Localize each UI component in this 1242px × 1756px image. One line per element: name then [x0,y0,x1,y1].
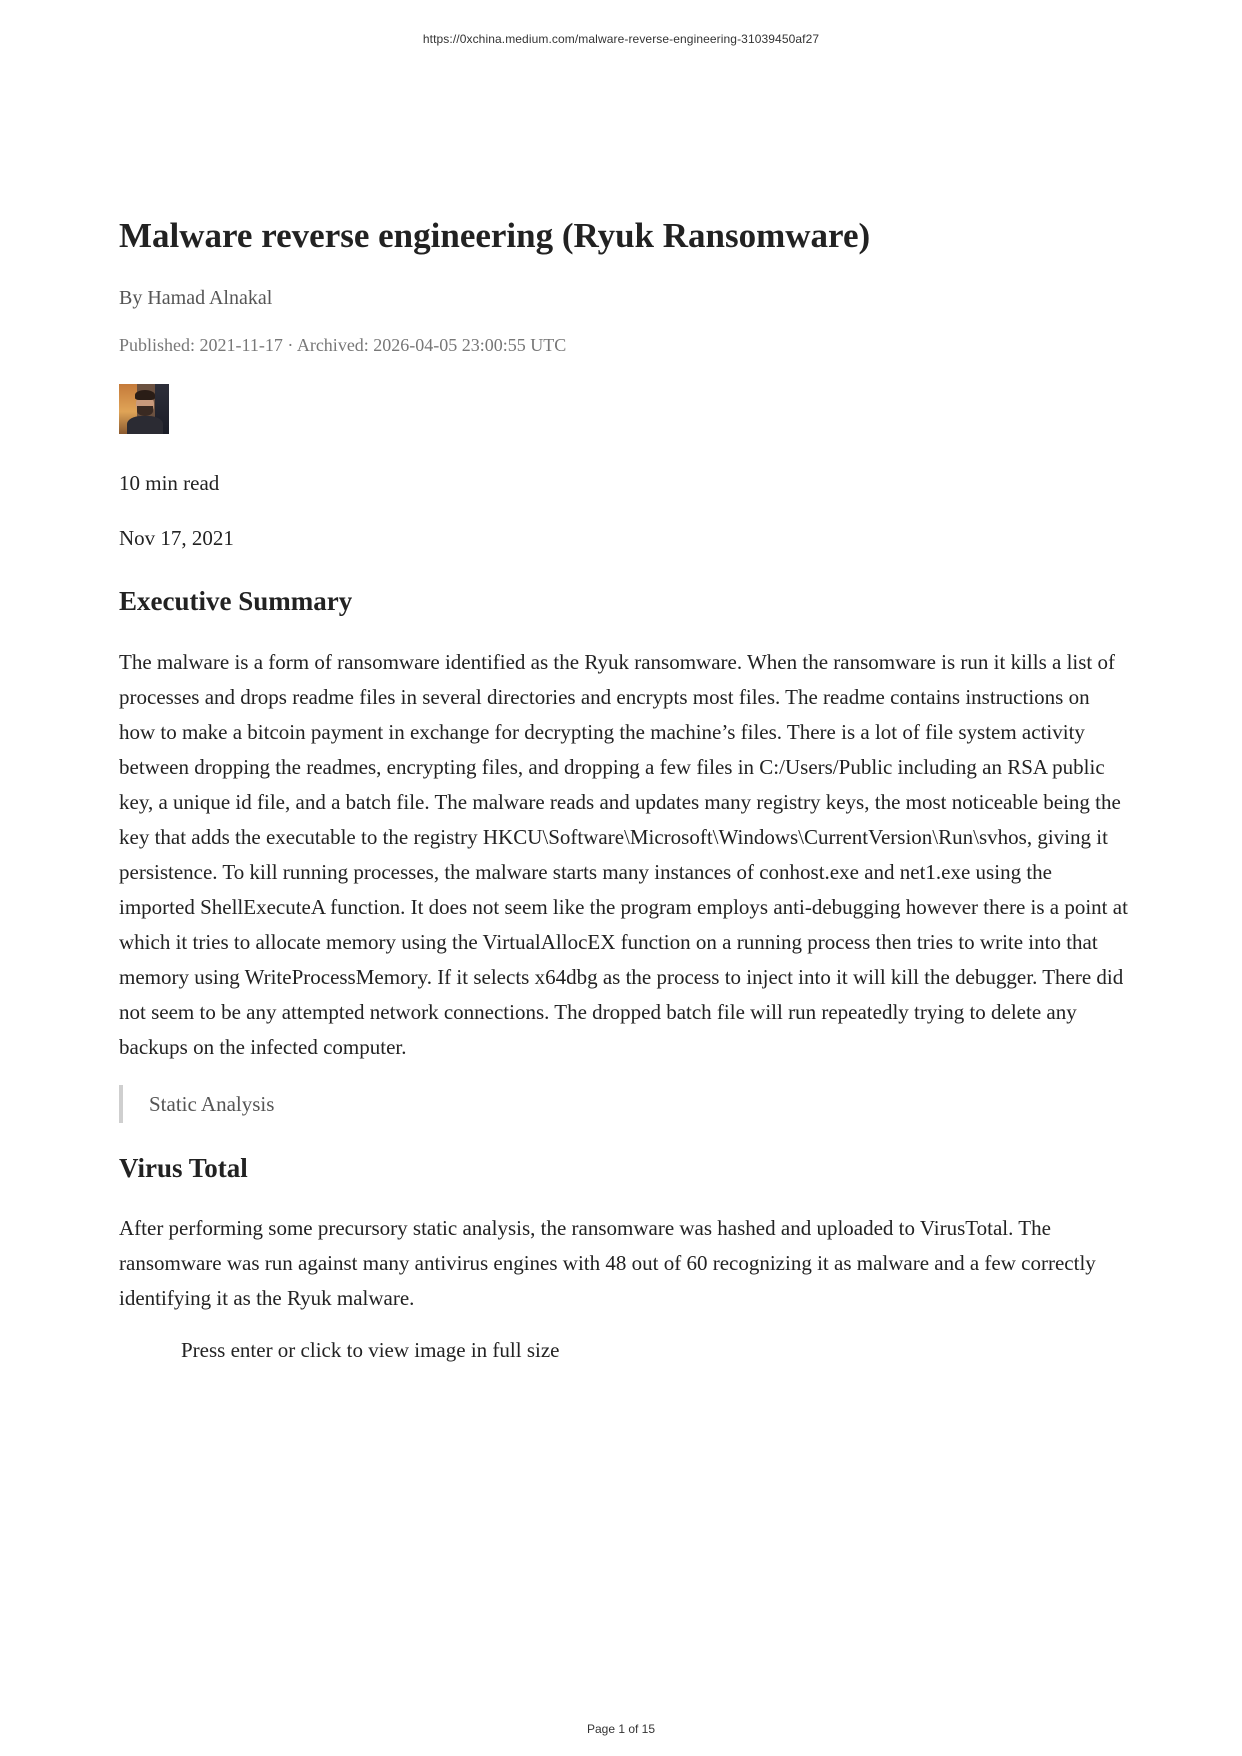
static-analysis-quote: Static Analysis [119,1085,1129,1123]
article-title: Malware reverse engineering (Ryuk Ransomware) [119,216,871,255]
author-avatar[interactable] [119,384,169,434]
page-url: https://0xchina.medium.com/malware-reverse-engineering-31039450af27 [422,32,820,46]
author-byline: By Hamad Alnakal [119,287,273,309]
article [119,214,1129,1364]
read-time: 10 min read [119,471,220,495]
virus-total-heading: Virus Total [119,1153,248,1183]
view-image-full-size-link[interactable]: Press enter or click to view image in full size [181,1338,560,1362]
article-date: Nov 17, 2021 [119,526,234,550]
page-number: Page 1 of 15 [586,1722,656,1736]
virus-total-paragraph: After performing some precursory static analysis, the ransomware was hashed and uploaded to VirusTotal. The ransomware was run against many antivirus engines with 48 out of 60 recognizing it as malware and a few correctly identifying it as the Ryuk malware. [119,1216,1096,1310]
executive-summary-heading: Executive Summary [119,586,353,616]
publish-archive-meta: Published: 2021-11-17 · Archived: 2026-04-05 23:00:55 UTC [119,335,567,355]
executive-summary-paragraph: The malware is a form of ransomware identified as the Ryuk ransomware. When the ransomware is run it kills a list of processes and drops readme files in several directories and encrypts most files. The readme contains instructions on how to make a bitcoin payment in exchange for decrypting the machine’s files. There is a lot of file system activity between dropping the readmes, encrypting files, and dropping a few files in C:/Users/Public including an RSA public key, a unique id file, and a batch file. The malware reads and updates many registry keys, the most noticeable being the key that adds the executable to the registry HKCU\Software\Microsoft\Windows\CurrentVersion\Run\svhos, giving it persistence. To kill running processes, the malware starts many instances of conhost.exe and net1.exe using the imported ShellExecuteA function. It does not seem like the program employs anti-debugging however there is a point at which it tries to allocate memory using the VirtualAllocEX function on a running process then tries to write into that memory using WriteProcessMemory. If it selects x64dbg as the process to inject into it will kill the debugger. There did not seem to be any attempted network connections. The dropped batch file will run repeatedly trying to delete any backups on the infected computer. [119,650,1128,1059]
